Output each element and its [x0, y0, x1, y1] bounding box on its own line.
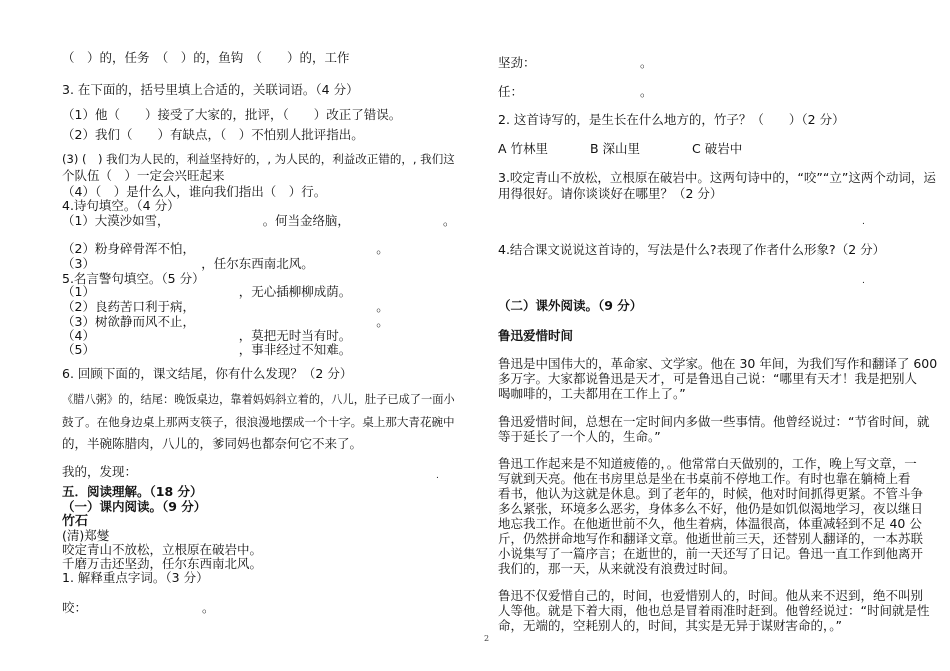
article-title: 鲁迅爱惜时间 — [498, 328, 574, 343]
article-p3-line-3: 看书，他认为这就是休息。到了老年的，时候，他对时间抓得更紧。不管斗争 — [498, 486, 924, 501]
poem-title: 竹石 — [62, 514, 89, 529]
poem-line-2: 千磨万击还坚劲，任尔东西南北风。 — [62, 556, 263, 571]
question-3-item-1: （1）他（ ）接受了大家的，批评，（ ）改正了错误。 — [62, 107, 402, 122]
reading-question-1: 1. 解释重点字词。（3 分） — [62, 570, 209, 585]
article-p4-line-1: 鲁迅不仅爱惜自己的，时间，也爱惜别人的，时间。他从来不迟到，绝不叫别 — [498, 588, 924, 603]
article-p2-line-1: 鲁迅爱惜时间，总想在一定时间内多做一些事情。他曾经说过：“节省时间，就 — [498, 414, 930, 429]
article-p2-line-2: 等于延长了一个人的，生命。” — [498, 429, 661, 444]
blank-dot: . — [862, 217, 865, 227]
question-5-item-4: （4） ，莫把无时当有时。 — [62, 328, 352, 343]
article-p3-line-5: 地忘我工作。在他逝世前不久，他生着病，体温很高，体重减轻到不足 40 公 — [498, 516, 922, 531]
question-6-answer-label: 我的，发现： — [62, 464, 138, 479]
blank-dot: . — [436, 471, 439, 481]
word-jianjin-label: 坚劲： — [498, 55, 536, 70]
option-b: B 深山里 — [590, 141, 641, 156]
option-a: A 竹林里 — [498, 141, 549, 156]
answer-blank-dot: 。 — [640, 84, 653, 99]
page-number: 2 — [484, 634, 490, 643]
question-3-item-2: （2）我们（ ）有缺点，（ ）不怕别人批评指出。 — [62, 127, 364, 142]
article-p3-line-7: 小说集写了一篇序言；在逝世的，前一天还写了日记。鲁迅一直工作到他离开 — [498, 546, 924, 561]
option-c: C 破岩中 — [692, 141, 743, 156]
reading-question-3-line-2: 用得很好。请你谈谈好在哪里？（2 分） — [498, 186, 723, 201]
section-5-heading: 五．阅读理解。（18 分） — [62, 484, 203, 499]
article-p3-line-8: 我们的，那一天，从来就没有浪费过时间。 — [498, 561, 736, 576]
poem-author: (清)郑燮 — [62, 528, 110, 543]
question-4-title: 4.诗句填空。（4 分） — [62, 198, 180, 213]
word-ren-label: 任： — [498, 84, 524, 99]
answer-blank-dot: 。 — [640, 55, 653, 70]
article-p3-line-6: 斤，仍然拼命地写作和翻译文章。他逝世前三天，还替别人翻译的，一本苏联 — [498, 531, 924, 546]
blank-dot: . — [862, 276, 865, 286]
article-p4-line-2: 人等他。就是下着大雨，他也总是冒着雨准时赶到。他曾经说过：“时间就是性 — [498, 603, 930, 618]
word-yao-label: 咬： — [62, 600, 88, 615]
question-5-item-2: （2）良药苦口利于病， 。 — [62, 299, 389, 314]
reading-question-3-line-1: 3.咬定青山不放松，立根原在破岩中。这两句诗中的，“咬”“立”这两个动词，运 — [498, 170, 936, 185]
question-5-item-3: （3）树欲静而风不止， 。 — [62, 314, 389, 329]
fill-blank-line: （ ）的，任务 （ ）的，鱼钩 （ ）的，工作 — [62, 50, 350, 65]
question-3-item-3b: 个队伍（ ）一定会兴旺起来 — [62, 168, 225, 183]
article-p3-line-4: 多么紧张，环境多么恶劣，身体多么不好，他仍是如饥似渴地学习，夜以继日 — [498, 501, 924, 516]
question-4-item-2: （2）粉身碎骨浑不怕， 。 — [62, 241, 389, 256]
reading-question-4: 4.结合课文说说这首诗的，写法是什么?表现了作者什么形象?（2 分） — [498, 242, 886, 257]
question-6-passage-line-1: 《腊八粥》的，结尾：晚饭桌边，靠着妈妈斜立着的，八儿，肚子已成了一面小 — [62, 393, 455, 406]
question-6-title: 6. 回顾下面的，课文结尾，你有什么发现？（2 分） — [62, 366, 353, 381]
question-3-item-3a: (3) ( ) 我们为人民的，利益坚持好的，, 为人民的，利益改正错的，, 我们这 — [62, 152, 455, 166]
section-5-1-heading: （一）课内阅读。（9 分） — [62, 499, 207, 514]
reading-question-2: 2. 这首诗写的，是生长在什么地方的，竹子？（ ）（2 分） — [498, 112, 845, 127]
question-6-passage-line-2: 鼓了。在他身边桌上那两支筷子，很浪漫地摆成一个十字。桌上那大青花碗中 — [62, 415, 455, 429]
section-2-heading: （二）课外阅读。（9 分） — [498, 298, 643, 313]
article-p1-line-2: 多万字。大家都说鲁迅是天才，可是鲁迅自己说：“哪里有天才！我是把别人 — [498, 371, 917, 386]
article-p1-line-1: 鲁迅是中国伟大的，革命家、文学家。他在 30 年间，为我们写作和翻译了 600 — [498, 356, 938, 371]
article-p3-line-1: 鲁迅工作起来是不知道疲倦的，。他常常白天做别的，工作，晚上写文章，一 — [498, 456, 917, 471]
poem-line-1: 咬定青山不放松，立根原在破岩中。 — [62, 542, 263, 557]
article-p4-line-3: 命，无端的，空耗别人的，时间，其实是无异于谋财害命的，。” — [498, 618, 842, 633]
question-5-item-5: （5） ，事非经过不知难。 — [62, 342, 352, 357]
article-p3-line-2: 写就到天亮。他在书房里总是坐在书桌前不停地工作。有时也靠在躺椅上看 — [498, 471, 911, 486]
question-3-title: 3. 在下面的，括号里填上合适的，关联词语。（4 分） — [62, 82, 359, 97]
question-3-item-4: （4）（ ）是什么人，谁向我们指出（ ）行。 — [62, 184, 327, 199]
question-6-passage-line-3: 的，半碗陈腊肉，八儿的，爹同妈也都奈何它不来了。 — [62, 436, 363, 451]
question-5-title: 5.名言警句填空。（5 分） — [62, 271, 205, 286]
question-5-item-1: （1） ，无心插柳柳成荫。 — [62, 284, 352, 299]
question-4-item-1: （1）大漠沙如雪， 。何当金络脑， 。 — [62, 213, 456, 228]
article-p1-line-3: 喝咖啡的，工夫都用在工作上了。” — [498, 386, 686, 401]
answer-blank-dot: 。 — [202, 600, 215, 615]
question-4-item-3: （3） ，任尔东西南北风。 — [62, 256, 314, 271]
